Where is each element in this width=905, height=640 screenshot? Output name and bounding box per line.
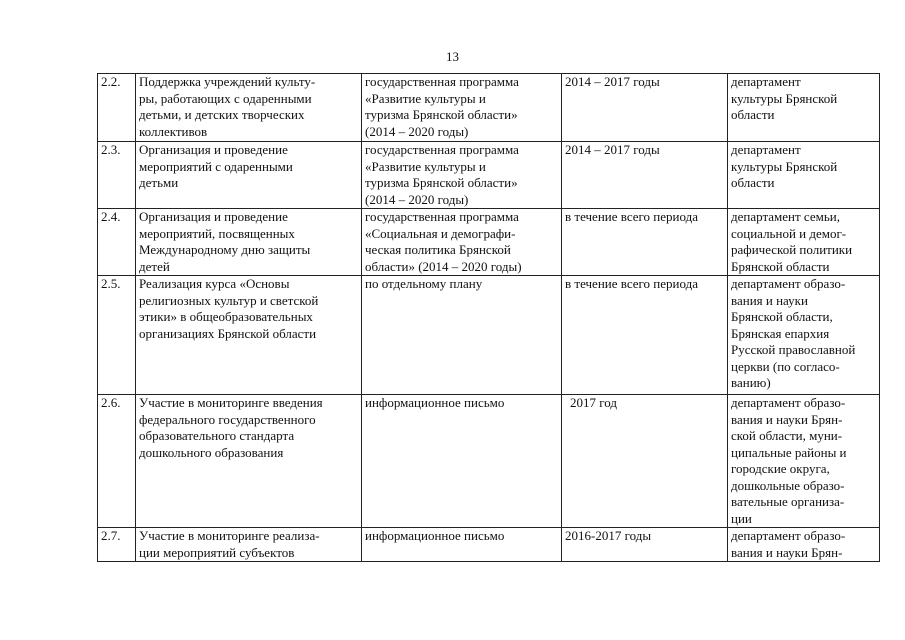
row-number-cell: 2.3.	[98, 142, 136, 209]
row-number-cell: 2.7.	[98, 528, 136, 562]
funding-source-cell: информационное письмо	[362, 395, 562, 528]
executor-cell: департамент культуры Брянской области	[728, 74, 880, 142]
table-row	[98, 276, 880, 395]
term-cell: в течение всего периода	[562, 276, 728, 395]
term-cell: в течение всего периода	[562, 209, 728, 276]
table-row	[98, 209, 880, 276]
term-cell: 2014 – 2017 годы	[562, 74, 728, 142]
row-number-cell: 2.5.	[98, 276, 136, 395]
funding-source-cell: по отдельному плану	[362, 276, 562, 395]
row-number-cell: 2.2.	[98, 74, 136, 142]
activity-name-cell: Поддержка учреждений культу- ры, работающих с одаренными детьми, и детских творческих коллективов	[136, 74, 362, 142]
table-row	[98, 74, 880, 142]
funding-source-cell: государственная программа «Социальная и демографи- ческая политика Брянской области» (2014 – 2020 годы)	[362, 209, 562, 276]
table-row	[98, 395, 880, 528]
activity-name-cell: Организация и проведение мероприятий с одаренными детьми	[136, 142, 362, 209]
executor-cell: департамент образо- вания и науки Брян- ской области, муни- ципальные районы и городские округа, дошкольные образо- вательные организа- ции	[728, 395, 880, 528]
row-number-cell: 2.4.	[98, 209, 136, 276]
plan-table	[97, 73, 880, 562]
term-cell: 2014 – 2017 годы	[562, 142, 728, 209]
executor-cell: департамент семьи, социальной и демог- рафической политики Брянской области	[728, 209, 880, 276]
executor-cell: департамент образо- вания и науки Брян-	[728, 528, 880, 562]
activity-name-cell: Участие в мониторинге введения федерального государственного образовательного стандарта дошкольного образования	[136, 395, 362, 528]
term-cell: 2017 год	[562, 395, 728, 528]
table-row	[98, 142, 880, 209]
executor-cell: департамент культуры Брянской области	[728, 142, 880, 209]
page-number: 13	[446, 49, 459, 64]
table-row	[98, 528, 880, 562]
activity-name-cell: Организация и проведение мероприятий, посвященных Международному дню защиты детей	[136, 209, 362, 276]
funding-source-cell: государственная программа «Развитие культуры и туризма Брянской области» (2014 – 2020 годы)	[362, 74, 562, 142]
row-number-cell: 2.6.	[98, 395, 136, 528]
activity-name-cell: Участие в мониторинге реализа- ции мероприятий субъектов	[136, 528, 362, 562]
activity-name-cell: Реализация курса «Основы религиозных культур и светской этики» в общеобразовательных организациях Брянской области	[136, 276, 362, 395]
funding-source-cell: информационное письмо	[362, 528, 562, 562]
term-cell: 2016-2017 годы	[562, 528, 728, 562]
funding-source-cell: государственная программа «Развитие культуры и туризма Брянской области» (2014 – 2020 годы)	[362, 142, 562, 209]
executor-cell: департамент образо- вания и науки Брянской области, Брянская епархия Русской православной церкви (по согласо- ванию)	[728, 276, 880, 395]
